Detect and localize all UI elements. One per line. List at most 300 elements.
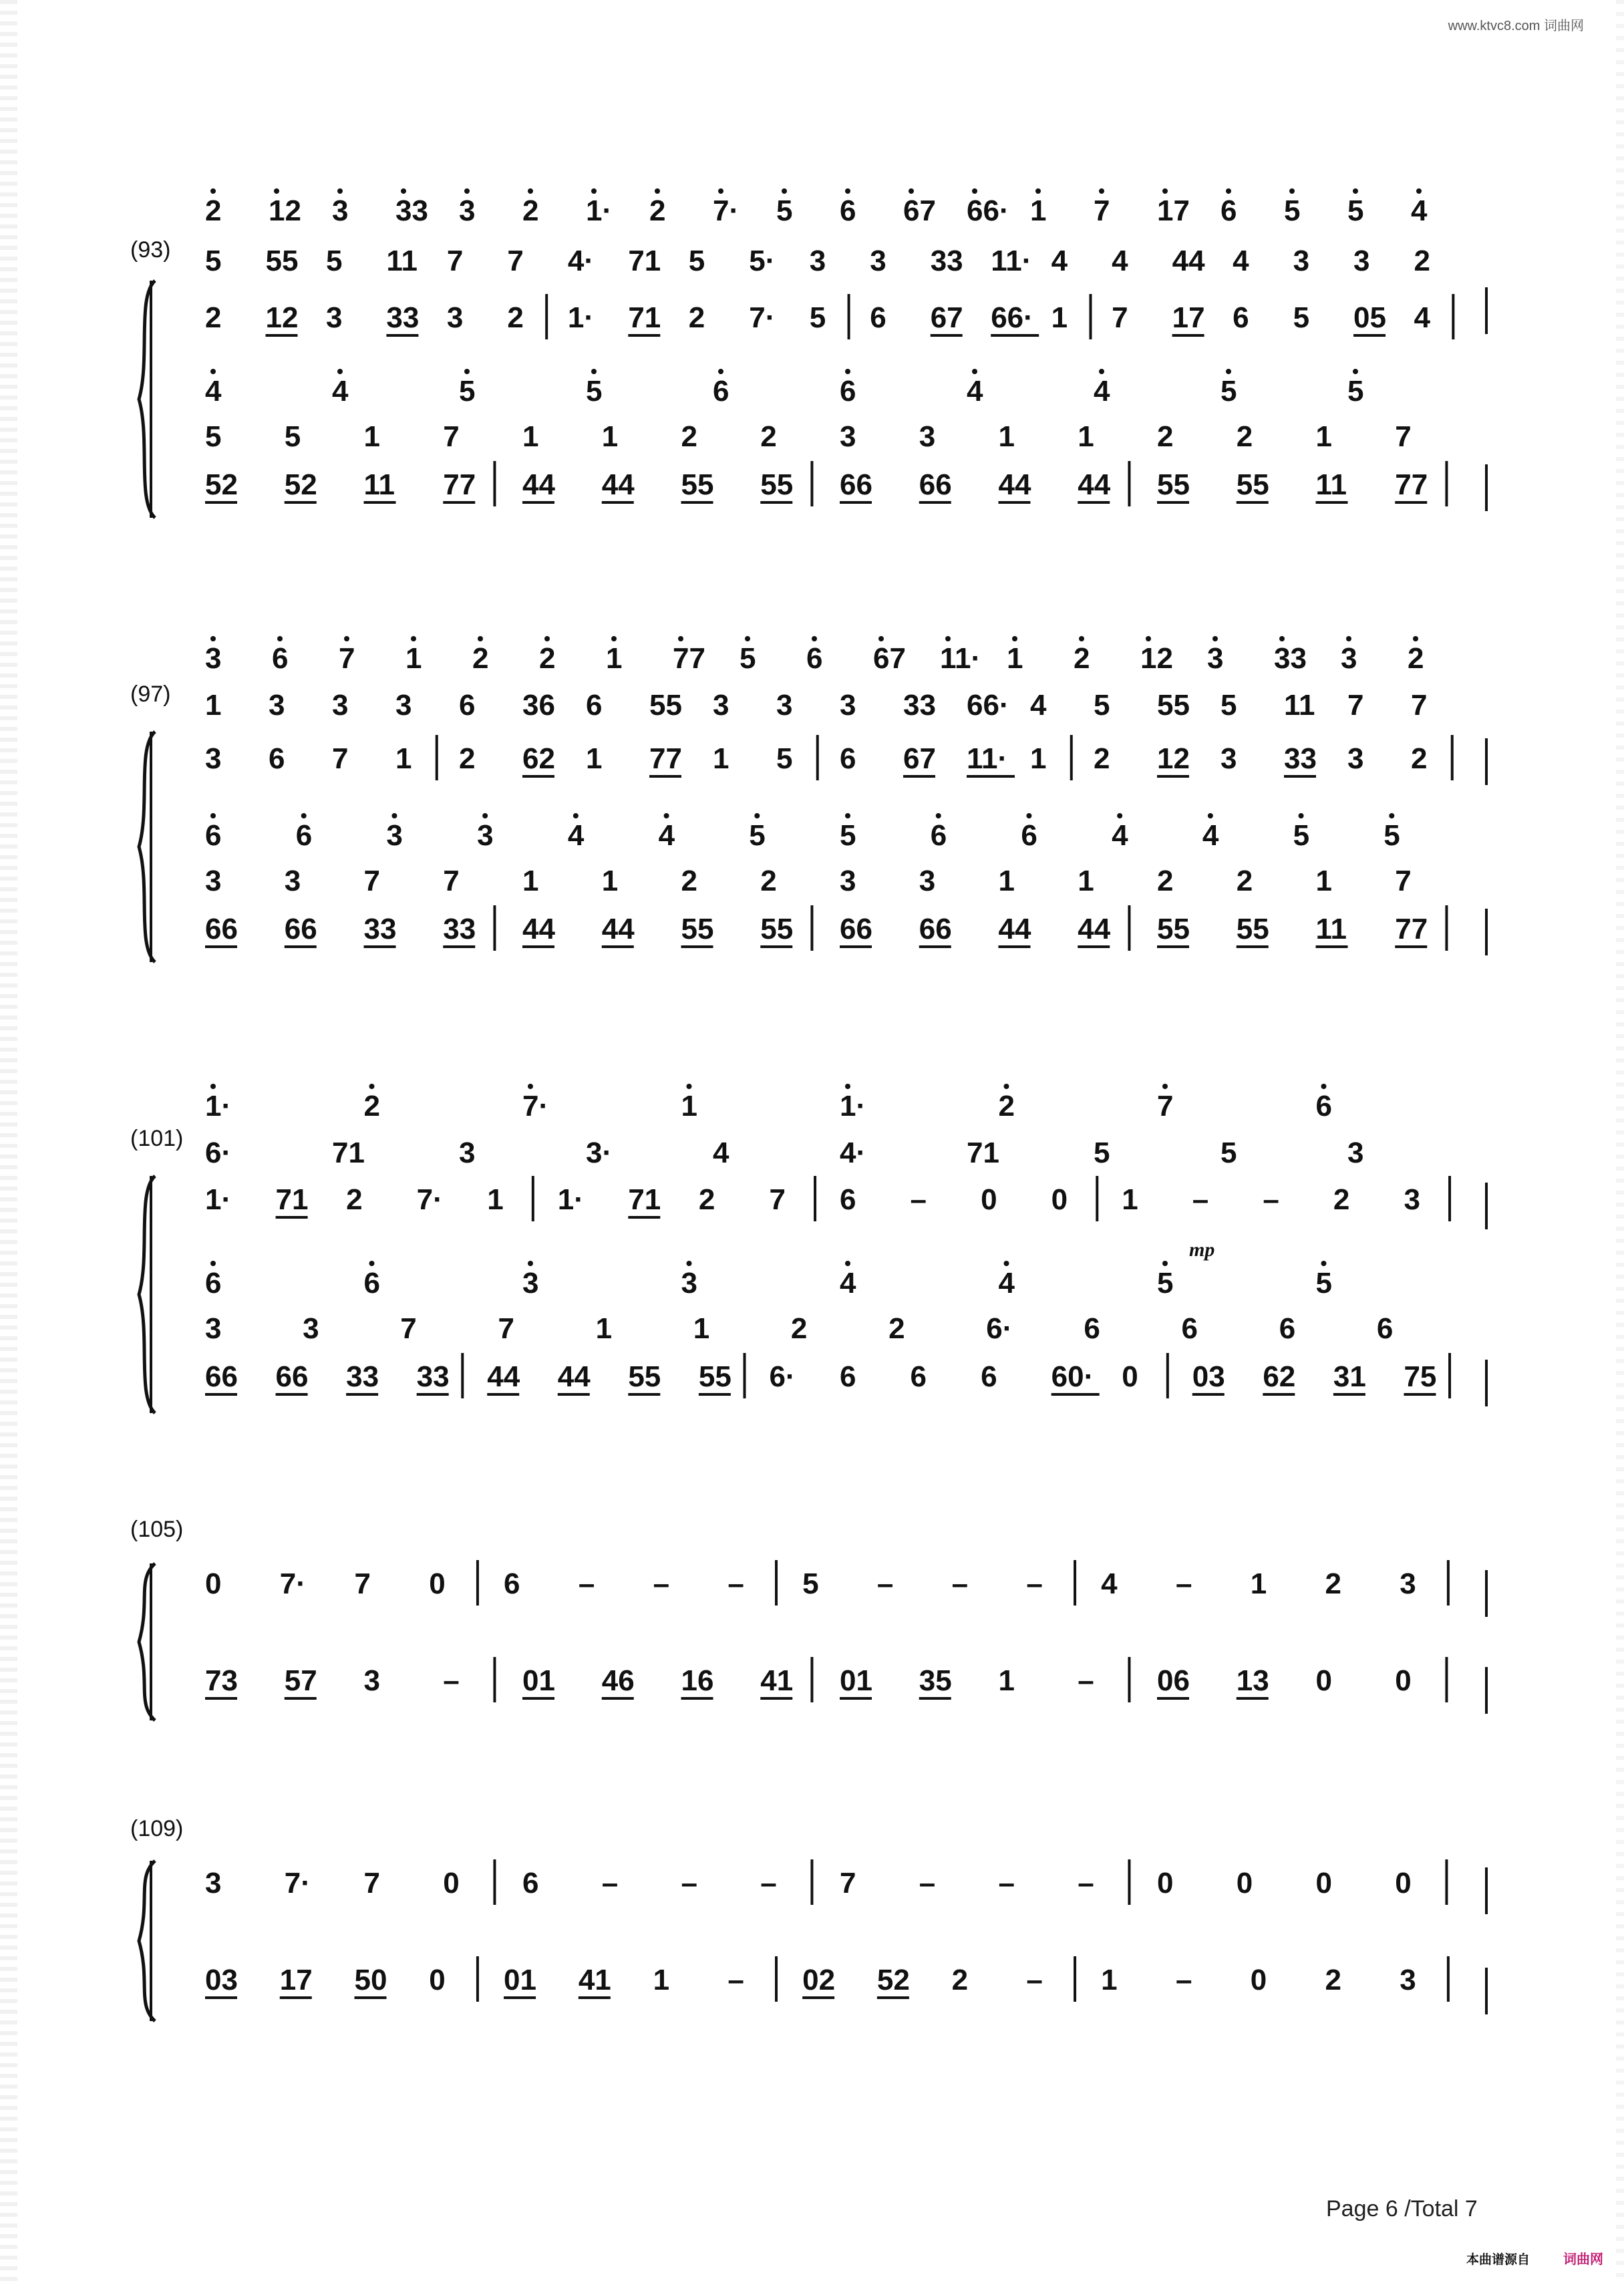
note: 5: [809, 301, 826, 334]
note: 01: [504, 1964, 537, 1996]
note: 2: [1325, 1567, 1341, 1600]
note: –: [919, 1867, 936, 1899]
note: 6: [504, 1567, 520, 1600]
note: 44: [998, 468, 1031, 501]
note: 46: [601, 1664, 635, 1697]
note: 4: [205, 375, 222, 408]
note: 33: [930, 245, 963, 277]
note: 77: [443, 468, 476, 501]
note: 3: [332, 689, 349, 722]
octave-dot: [1226, 369, 1231, 374]
note: 5: [459, 375, 476, 408]
note: 31: [1333, 1360, 1366, 1393]
note: 0: [1395, 1664, 1412, 1697]
note: 7: [1094, 194, 1110, 227]
note: 2: [998, 1090, 1015, 1122]
note: 66: [284, 913, 317, 945]
note: 35: [919, 1664, 952, 1697]
note: 55: [760, 913, 794, 945]
note: 2: [205, 301, 222, 334]
note: 0: [1395, 1867, 1412, 1899]
note: 3: [1400, 1567, 1416, 1600]
brace: [139, 281, 155, 518]
note: 5: [205, 245, 222, 277]
note: 1: [653, 1964, 670, 1996]
note: 6: [1376, 1312, 1394, 1345]
note: 17: [1157, 194, 1190, 227]
octave-dot: [845, 188, 850, 194]
note: 0: [429, 1964, 446, 1996]
note: 66: [840, 913, 872, 945]
note: 3: [919, 865, 936, 897]
note: 0: [1315, 1664, 1332, 1697]
note: 33: [346, 1360, 379, 1393]
note: 55: [649, 689, 682, 722]
octave-dot: [210, 1261, 216, 1266]
note: 2: [1414, 245, 1431, 277]
octave-dot: [1099, 188, 1104, 194]
note: 71: [628, 245, 661, 277]
note: 3: [395, 689, 412, 722]
octave-dot: [812, 636, 817, 641]
octave-dot: [210, 636, 216, 641]
note: 3: [1400, 1964, 1416, 1996]
note: 5: [1221, 1136, 1237, 1169]
note: 77: [1395, 913, 1428, 945]
note: 4: [1233, 245, 1249, 277]
note: 4: [1414, 301, 1431, 334]
note: –: [1192, 1183, 1209, 1216]
note: 66: [840, 468, 872, 501]
note: 55: [1236, 913, 1269, 945]
octave-dot: [664, 813, 669, 818]
note: 44: [557, 1360, 591, 1393]
note: 1: [693, 1312, 710, 1345]
note: 6·: [769, 1360, 796, 1393]
note: 7: [498, 1312, 514, 1345]
note: –: [1263, 1183, 1279, 1216]
note: 33: [386, 301, 420, 334]
note: 6: [1084, 1312, 1100, 1345]
dynamic-marking: mp: [1189, 1239, 1215, 1261]
note: 66: [205, 913, 238, 945]
note: 55: [1157, 689, 1190, 722]
note: 67: [930, 301, 963, 334]
note: 3: [840, 420, 856, 453]
note: 5: [776, 742, 793, 775]
note: 1: [601, 865, 619, 897]
note: 2: [760, 865, 777, 897]
octave-dot: [591, 188, 597, 194]
note: 17: [279, 1964, 313, 1996]
note: 1·: [205, 1183, 232, 1216]
octave-dot: [945, 636, 951, 641]
note: 17: [1172, 301, 1205, 334]
note: 1: [998, 865, 1015, 897]
note: 2: [1333, 1183, 1350, 1216]
note: 55: [265, 245, 299, 277]
note: 4: [658, 819, 675, 852]
octave-dot: [411, 636, 416, 641]
octave-dot: [1413, 636, 1418, 641]
measure-number: (105): [130, 1517, 184, 1542]
note: 5: [749, 819, 766, 852]
octave-dot: [1226, 188, 1231, 194]
note: 11: [363, 468, 395, 501]
note: 2: [1157, 865, 1174, 897]
note: 2: [698, 1183, 715, 1216]
octave-dot: [344, 636, 349, 641]
note: 44: [601, 913, 635, 945]
note: 2: [681, 865, 697, 897]
note: 06: [1157, 1664, 1190, 1697]
note: 55: [1157, 913, 1190, 945]
octave-dot: [1162, 188, 1168, 194]
octave-dot: [591, 369, 597, 374]
note: 7: [339, 642, 355, 675]
note: 12: [269, 194, 301, 227]
octave-dot: [369, 1261, 375, 1266]
note: 66·: [967, 194, 1009, 227]
note: 4: [1411, 194, 1428, 227]
note: 16: [681, 1664, 714, 1697]
page-number: Page 6 /Total 7: [1326, 2196, 1478, 2222]
note: 3: [269, 689, 285, 722]
note: 1: [405, 642, 422, 675]
measure-number: (109): [130, 1816, 184, 1841]
note: –: [1078, 1664, 1094, 1697]
note: 2: [522, 194, 539, 227]
note: 3: [205, 742, 222, 775]
octave-dot: [678, 636, 683, 641]
note: 7·: [284, 1867, 311, 1899]
octave-dot: [277, 636, 283, 641]
note: 12: [265, 301, 299, 334]
note: 33: [395, 194, 428, 227]
note: 6: [840, 742, 856, 775]
note: 6: [522, 1867, 539, 1899]
note: 2: [649, 194, 666, 227]
note: –: [1175, 1964, 1192, 1996]
note: 3: [386, 819, 403, 852]
note: 5: [1384, 819, 1400, 852]
note: 62: [522, 742, 555, 775]
note: 11: [1315, 468, 1347, 501]
note: 3: [1347, 742, 1364, 775]
note: 33: [1284, 742, 1317, 775]
note: 50: [354, 1964, 387, 1996]
octave-dot: [754, 813, 760, 818]
note: 73: [205, 1664, 238, 1697]
note: 41: [578, 1964, 611, 1996]
note: 6: [205, 819, 222, 852]
note: 1·: [557, 1183, 584, 1216]
brace: [139, 1861, 155, 2021]
octave-dot: [1289, 188, 1295, 194]
note: 1: [681, 1090, 697, 1122]
note: –: [727, 1567, 744, 1600]
note: 1: [395, 742, 412, 775]
note: –: [876, 1567, 894, 1600]
note: 7·: [713, 194, 740, 227]
note: 1: [586, 742, 603, 775]
note: 7: [769, 1183, 786, 1216]
note: 3: [332, 194, 349, 227]
note: 6: [870, 301, 886, 334]
measure-number: (101): [130, 1126, 184, 1151]
note: 4: [967, 375, 983, 408]
octave-dot: [1299, 813, 1304, 818]
octave-dot: [464, 369, 470, 374]
note: 6: [272, 642, 289, 675]
note: 6: [840, 375, 856, 408]
octave-dot: [369, 1084, 375, 1089]
octave-dot: [1353, 369, 1358, 374]
note: 2: [1325, 1964, 1341, 1996]
note: 5: [1347, 375, 1364, 408]
note: 3: [681, 1267, 697, 1300]
note: 33: [363, 913, 397, 945]
note: 1: [522, 420, 539, 453]
note: 66: [919, 468, 952, 501]
note: 3: [1404, 1183, 1420, 1216]
note: 3: [284, 865, 301, 897]
brace: [139, 1563, 155, 1720]
octave-dot: [478, 636, 483, 641]
note: 7: [840, 1867, 856, 1899]
note: 3: [840, 865, 856, 897]
note: –: [910, 1183, 927, 1216]
note: 7: [446, 245, 464, 277]
note: 03: [1192, 1360, 1225, 1393]
note: 7·: [279, 1567, 306, 1600]
note: 11: [386, 245, 418, 277]
note: 6: [269, 742, 285, 775]
octave-dot: [1079, 636, 1084, 641]
octave-dot: [1035, 188, 1041, 194]
note: 2: [688, 301, 705, 334]
octave-dot: [401, 188, 406, 194]
note: 4: [1051, 245, 1068, 277]
note: 11·: [940, 642, 981, 675]
octave-dot: [1389, 813, 1394, 818]
note: 3: [363, 1664, 380, 1697]
note: 3: [1341, 642, 1357, 675]
note: 66: [919, 913, 952, 945]
note: 5: [1221, 375, 1237, 408]
note: 4: [1094, 375, 1110, 408]
note: 1·: [567, 301, 594, 334]
octave-dot: [528, 188, 533, 194]
note: 6: [840, 1183, 856, 1216]
note: 3: [776, 689, 793, 722]
note: 6·: [205, 1136, 232, 1169]
note: 3: [459, 194, 476, 227]
note: 2: [539, 642, 556, 675]
note: 2: [1236, 865, 1253, 897]
note: 5: [1293, 301, 1310, 334]
octave-dot: [845, 1261, 850, 1266]
octave-dot: [464, 188, 470, 194]
note: –: [601, 1867, 619, 1899]
note: 2: [1094, 742, 1110, 775]
note: 5: [1221, 689, 1237, 722]
note: 1: [595, 1312, 613, 1345]
note: 3: [459, 1136, 476, 1169]
note: 1: [1007, 642, 1023, 675]
note: 5: [1157, 1267, 1174, 1300]
note: 1: [713, 742, 729, 775]
note: 4·: [840, 1136, 866, 1169]
note: 3: [477, 819, 494, 852]
note: –: [681, 1867, 697, 1899]
octave-dot: [611, 636, 617, 641]
note: 2: [459, 742, 476, 775]
note: 11: [1284, 689, 1315, 722]
note: 5: [325, 245, 343, 277]
note: 2: [1157, 420, 1174, 453]
note: 55: [1157, 468, 1190, 501]
octave-dot: [1004, 1261, 1009, 1266]
note: 71: [628, 1183, 661, 1216]
note: 6: [1181, 1312, 1198, 1345]
octave-dot: [1416, 188, 1422, 194]
note: 7: [1112, 301, 1128, 334]
note: 2: [888, 1312, 905, 1345]
note: 2: [1074, 642, 1090, 675]
note: 3: [919, 420, 936, 453]
note: 5: [1293, 819, 1310, 852]
note: 2: [507, 301, 524, 334]
note: 01: [522, 1664, 555, 1697]
note: 7: [507, 245, 524, 277]
note: 1: [1051, 301, 1068, 334]
note: 2: [1411, 742, 1428, 775]
octave-dot: [878, 636, 884, 641]
octave-dot: [573, 813, 579, 818]
note: 57: [284, 1664, 317, 1697]
note: 7: [443, 420, 460, 453]
octave-dot: [528, 1261, 533, 1266]
octave-dot: [655, 188, 660, 194]
octave-dot: [544, 636, 550, 641]
note: 52: [205, 468, 238, 501]
note: 4: [1202, 819, 1219, 852]
octave-dot: [687, 1261, 692, 1266]
note: 67: [873, 642, 906, 675]
note: 3: [1347, 1136, 1364, 1169]
note: 1: [601, 420, 619, 453]
note: 3: [1293, 245, 1310, 277]
note: 3: [205, 1867, 222, 1899]
octave-dot: [782, 188, 787, 194]
note: 7: [1395, 865, 1412, 897]
note: 3: [522, 1267, 539, 1300]
note: 1: [606, 642, 623, 675]
note: 2: [363, 1090, 380, 1122]
note: 7·: [522, 1090, 549, 1122]
note: 2: [472, 642, 489, 675]
note: –: [1026, 1567, 1043, 1600]
note: 6: [713, 375, 729, 408]
note: 6: [1315, 1090, 1332, 1122]
note: 7·: [416, 1183, 443, 1216]
note: 77: [1395, 468, 1428, 501]
note: 41: [760, 1664, 794, 1697]
note: 3: [446, 301, 464, 334]
note: 0: [443, 1867, 460, 1899]
measure-number: (93): [130, 237, 171, 263]
note: 1·: [205, 1090, 232, 1122]
footer-source-text: 本曲谱源自: [1466, 2253, 1530, 2267]
octave-dot: [1353, 188, 1358, 194]
note: 66·: [991, 301, 1033, 334]
note: 4: [1112, 819, 1128, 852]
note: 33: [1274, 642, 1307, 675]
note: 3: [205, 865, 222, 897]
note: 2: [1408, 642, 1424, 675]
note: 1: [1078, 865, 1094, 897]
note: 62: [1263, 1360, 1296, 1393]
note: 1: [1030, 194, 1047, 227]
note: 0: [1315, 1867, 1332, 1899]
note: 0: [1157, 1867, 1174, 1899]
note: 11·: [991, 245, 1032, 277]
note: 2: [760, 420, 777, 453]
note: 6: [205, 1267, 222, 1300]
note: 3: [870, 245, 886, 277]
note: 1: [1078, 420, 1094, 453]
octave-dot: [845, 813, 850, 818]
octave-dot: [337, 188, 343, 194]
note: 3·: [586, 1136, 613, 1169]
note: 4·: [567, 245, 594, 277]
note: 6·: [986, 1312, 1013, 1345]
octave-dot: [1279, 636, 1285, 641]
note: –: [760, 1867, 777, 1899]
note: 7: [354, 1567, 371, 1600]
note: 5: [688, 245, 705, 277]
octave-dot: [1117, 813, 1122, 818]
note: 6: [840, 1360, 856, 1393]
note: 3: [713, 689, 729, 722]
note: 4: [332, 375, 349, 408]
note: 55: [1236, 468, 1269, 501]
note: –: [998, 1867, 1015, 1899]
note: 3: [840, 689, 856, 722]
note: 5: [1094, 1136, 1110, 1169]
octave-dot: [1004, 1084, 1009, 1089]
note: 77: [673, 642, 705, 675]
note: 6: [981, 1360, 997, 1393]
octave-dot: [1162, 1084, 1168, 1089]
note: 5: [740, 642, 756, 675]
note: 1: [1122, 1183, 1138, 1216]
note: 71: [275, 1183, 309, 1216]
octave-dot: [1346, 636, 1351, 641]
octave-dot: [845, 369, 850, 374]
note: 33: [443, 913, 476, 945]
note: 33: [903, 689, 936, 722]
note: 5: [1347, 194, 1364, 227]
note: 6: [840, 194, 856, 227]
note: 6: [459, 689, 476, 722]
note: 1·: [586, 194, 613, 227]
octave-dot: [718, 188, 723, 194]
octave-dot: [210, 369, 216, 374]
note: 6: [806, 642, 823, 675]
note: 7: [443, 865, 460, 897]
